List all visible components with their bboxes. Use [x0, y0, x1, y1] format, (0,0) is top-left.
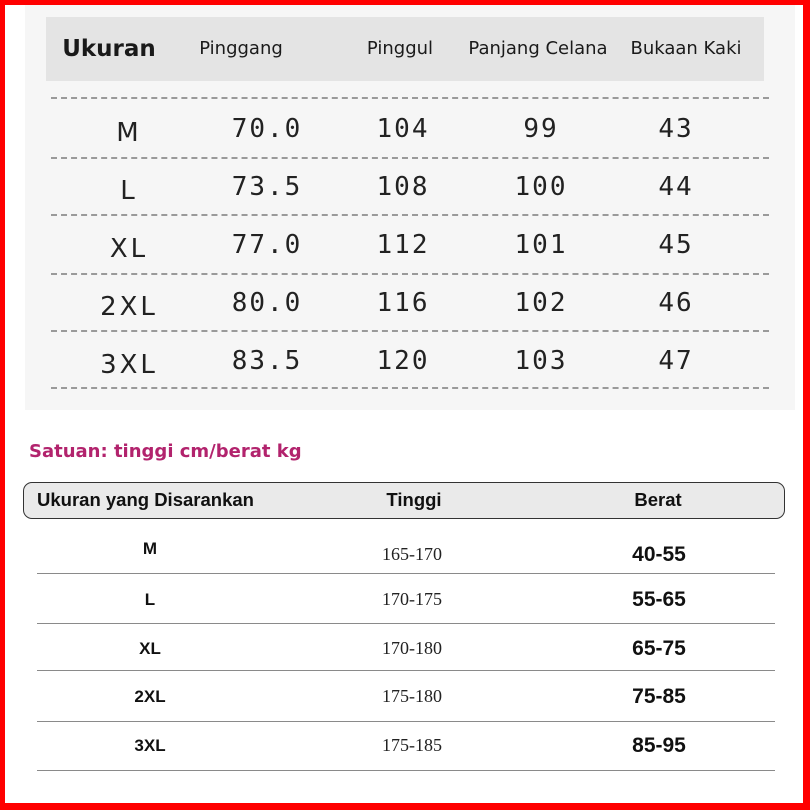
waist-cell: 83.5	[231, 346, 303, 376]
height-cell: 175-180	[382, 686, 442, 706]
measurement-row	[25, 158, 795, 216]
weight-cell: 75-85	[632, 685, 686, 708]
recommendation-table-header	[23, 482, 785, 519]
row-divider	[37, 573, 775, 574]
leg-opening-cell: 45	[658, 230, 694, 260]
row-divider	[51, 97, 769, 99]
measurement-row	[25, 216, 795, 274]
hip-cell: 120	[376, 346, 430, 376]
length-cell: 99	[523, 114, 559, 144]
hip-cell: 112	[376, 230, 430, 260]
header-waist: Pinggang	[199, 38, 283, 59]
hip-cell: 108	[376, 172, 430, 202]
size-cell: XL	[109, 234, 149, 264]
recommendation-row	[5, 524, 803, 573]
recommended-size-cell: 3XL	[134, 736, 166, 755]
leg-opening-cell: 46	[658, 288, 694, 318]
length-cell: 103	[514, 346, 568, 376]
recommendation-row	[5, 672, 803, 721]
height-cell: 175-185	[382, 735, 442, 755]
height-cell: 165-170	[382, 544, 442, 564]
recommended-size-cell: M	[142, 539, 158, 558]
weight-cell: 40-55	[632, 543, 686, 566]
waist-cell: 80.0	[231, 288, 303, 318]
header-recommended-size: Ukuran yang Disarankan	[37, 489, 254, 510]
waist-cell: 73.5	[231, 172, 303, 202]
header-size: Ukuran	[62, 36, 156, 62]
waist-cell: 70.0	[231, 114, 303, 144]
header-length: Panjang Celana	[468, 38, 608, 59]
weight-cell: 65-75	[632, 637, 686, 660]
size-cell: L	[120, 176, 138, 206]
length-cell: 100	[514, 172, 568, 202]
header-height: Tinggi	[386, 489, 442, 510]
measurement-row	[25, 100, 795, 158]
row-divider	[37, 770, 775, 771]
leg-opening-cell: 47	[658, 346, 694, 376]
size-cell: 3XL	[100, 350, 158, 380]
header-weight: Berat	[634, 489, 682, 510]
row-divider	[37, 670, 775, 671]
header-hip: Pinggul	[366, 38, 434, 59]
recommended-size-cell: L	[144, 590, 156, 609]
weight-cell: 55-65	[632, 588, 686, 611]
recommended-size-cell: 2XL	[134, 687, 166, 706]
leg-opening-cell: 43	[658, 114, 694, 144]
hip-cell: 116	[376, 288, 430, 318]
leg-opening-cell: 44	[658, 172, 694, 202]
size-chart	[5, 5, 803, 803]
hip-cell: 104	[376, 114, 430, 144]
recommended-size-cell: XL	[139, 639, 161, 658]
recommendation-row	[5, 721, 803, 770]
measurement-row	[25, 332, 795, 390]
recommendation-row	[5, 624, 803, 673]
size-cell: 2XL	[100, 292, 158, 322]
height-cell: 170-175	[382, 589, 442, 609]
measurement-row	[25, 274, 795, 332]
size-cell: M	[116, 118, 142, 148]
length-cell: 102	[514, 288, 568, 318]
header-leg-opening: Bukaan Kaki	[630, 38, 742, 59]
measurement-table-header	[46, 17, 764, 81]
unit-note: Satuan: tinggi cm/berat kg	[29, 441, 302, 462]
length-cell: 101	[514, 230, 568, 260]
row-divider	[51, 387, 769, 389]
height-cell: 170-180	[382, 638, 442, 658]
measurement-table	[25, 5, 795, 410]
waist-cell: 77.0	[231, 230, 303, 260]
weight-cell: 85-95	[632, 734, 686, 757]
recommendation-row	[5, 575, 803, 624]
